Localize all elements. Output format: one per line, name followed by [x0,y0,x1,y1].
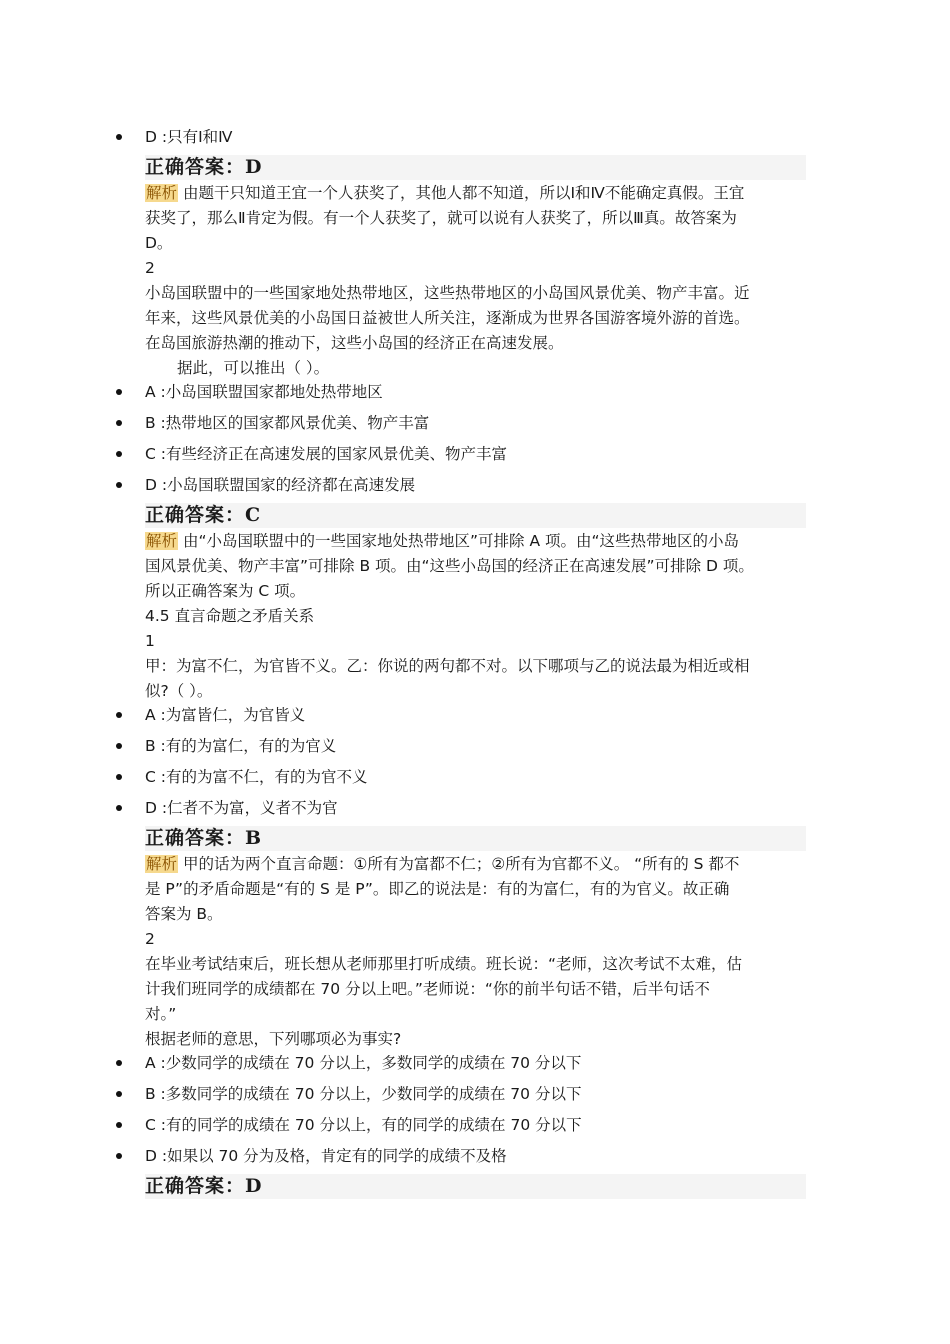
bullet [116,134,122,140]
option-a: A :为富皆仁，为官皆义 [145,706,306,724]
option-d: D :小岛国联盟国家的经济都在高速发展 [145,476,416,494]
bullet [116,1060,122,1066]
bullet [116,743,122,749]
correct-answer: 正确答案：B [145,827,263,849]
correct-answer: 正确答案：C [145,504,262,526]
explanation-line: 解析 甲的话为两个直言命题：①所有为富都不仁；②所有为官都不义。 “所有的 S 都不 [146,855,740,873]
option-b: B :热带地区的国家都风景优美、物产丰富 [145,414,430,432]
question-stem: 似?（ ）。 [145,682,213,700]
bullet [116,1153,122,1159]
bullet [116,774,122,780]
bullet [116,451,122,457]
option-c: C :有的同学的成绩在 70 分以上，有的同学的成绩在 70 分以下 [145,1116,582,1134]
question-number: 2 [145,259,155,277]
question-stem: 年来，这些风景优美的小岛国日益被世人所关注，逐渐成为世界各国游客境外游的首选。 [145,309,750,327]
section-title: 4.5 直言命题之矛盾关系 [145,607,315,625]
option-b: B :有的为富仁，有的为官义 [145,737,337,755]
explanation-line: 所以正确答案为 C 项。 [145,582,306,600]
option-b: B :多数同学的成绩在 70 分以上，少数同学的成绩在 70 分以下 [145,1085,582,1103]
option-a: A :小岛国联盟国家都地处热带地区 [145,383,383,401]
question-number: 2 [145,930,155,948]
correct-answer: 正确答案：D [145,156,263,178]
option-c: C :有的为富不仁，有的为官不义 [145,768,368,786]
bullet [116,1122,122,1128]
explanation-line: 解析 由“小岛国联盟中的一些国家地处热带地区”可排除 A 项。由“这些热带地区的小岛 [146,532,740,550]
bullet [116,482,122,488]
explanation-line: 答案为 B。 [145,905,223,923]
explanation-label: 解析 [146,855,178,873]
option-d: D :如果以 70 分为及格，肯定有的同学的成绩不及格 [145,1147,507,1165]
explanation-line: 是 P”的矛盾命题是“有的 S 是 P”。即乙的说法是：有的为富仁，有的为官义。故正确 [145,880,730,898]
question-prompt: 据此，可以推出（ ）。 [177,359,330,377]
option-d: D :只有Ⅰ和Ⅳ [145,128,233,146]
bullet [116,1091,122,1097]
bullet [116,420,122,426]
option-a: A :少数同学的成绩在 70 分以上，多数同学的成绩在 70 分以下 [145,1054,582,1072]
question-stem: 对。” [145,1005,177,1023]
explanation-line: 解析 由题干只知道王宜一个人获奖了，其他人都不知道，所以Ⅰ和Ⅳ不能确定真假。王宜 [146,184,745,202]
explanation-label: 解析 [146,532,178,550]
question-stem: 在毕业考试结束后，班长想从老师那里打听成绩。班长说：“老师，这次考试不太难，估 [145,955,743,973]
explanation-line: D。 [145,234,173,252]
option-c: C :有些经济正在高速发展的国家风景优美、物产丰富 [145,445,507,463]
question-stem: 甲：为富不仁，为官皆不义。乙：你说的两句都不对。以下哪项与乙的说法最为相近或相 [145,657,750,675]
question-stem: 计我们班同学的成绩都在 70 分以上吧。”老师说：“你的前半句话不错，后半句话不 [145,980,710,998]
option-d: D :仁者不为富，义者不为官 [145,799,338,817]
question-number: 1 [145,632,155,650]
correct-answer: 正确答案：D [145,1175,263,1197]
explanation-line: 国风景优美、物产丰富”可排除 B 项。由“这些小岛国的经济正在高速发展”可排除 D 项。 [145,557,754,575]
question-prompt: 根据老师的意思，下列哪项必为事实? [145,1030,402,1048]
bullet [116,389,122,395]
question-stem: 在岛国旅游热潮的推动下，这些小岛国的经济正在高速发展。 [145,334,564,352]
explanation-line: 获奖了，那么Ⅱ肯定为假。有一个人获奖了，就可以说有人获奖了，所以Ⅲ真。故答案为 [145,209,737,227]
bullet [116,805,122,811]
bullet [116,712,122,718]
explanation-label: 解析 [146,184,178,202]
question-stem: 小岛国联盟中的一些国家地处热带地区，这些热带地区的小岛国风景优美、物产丰富。近 [145,284,750,302]
